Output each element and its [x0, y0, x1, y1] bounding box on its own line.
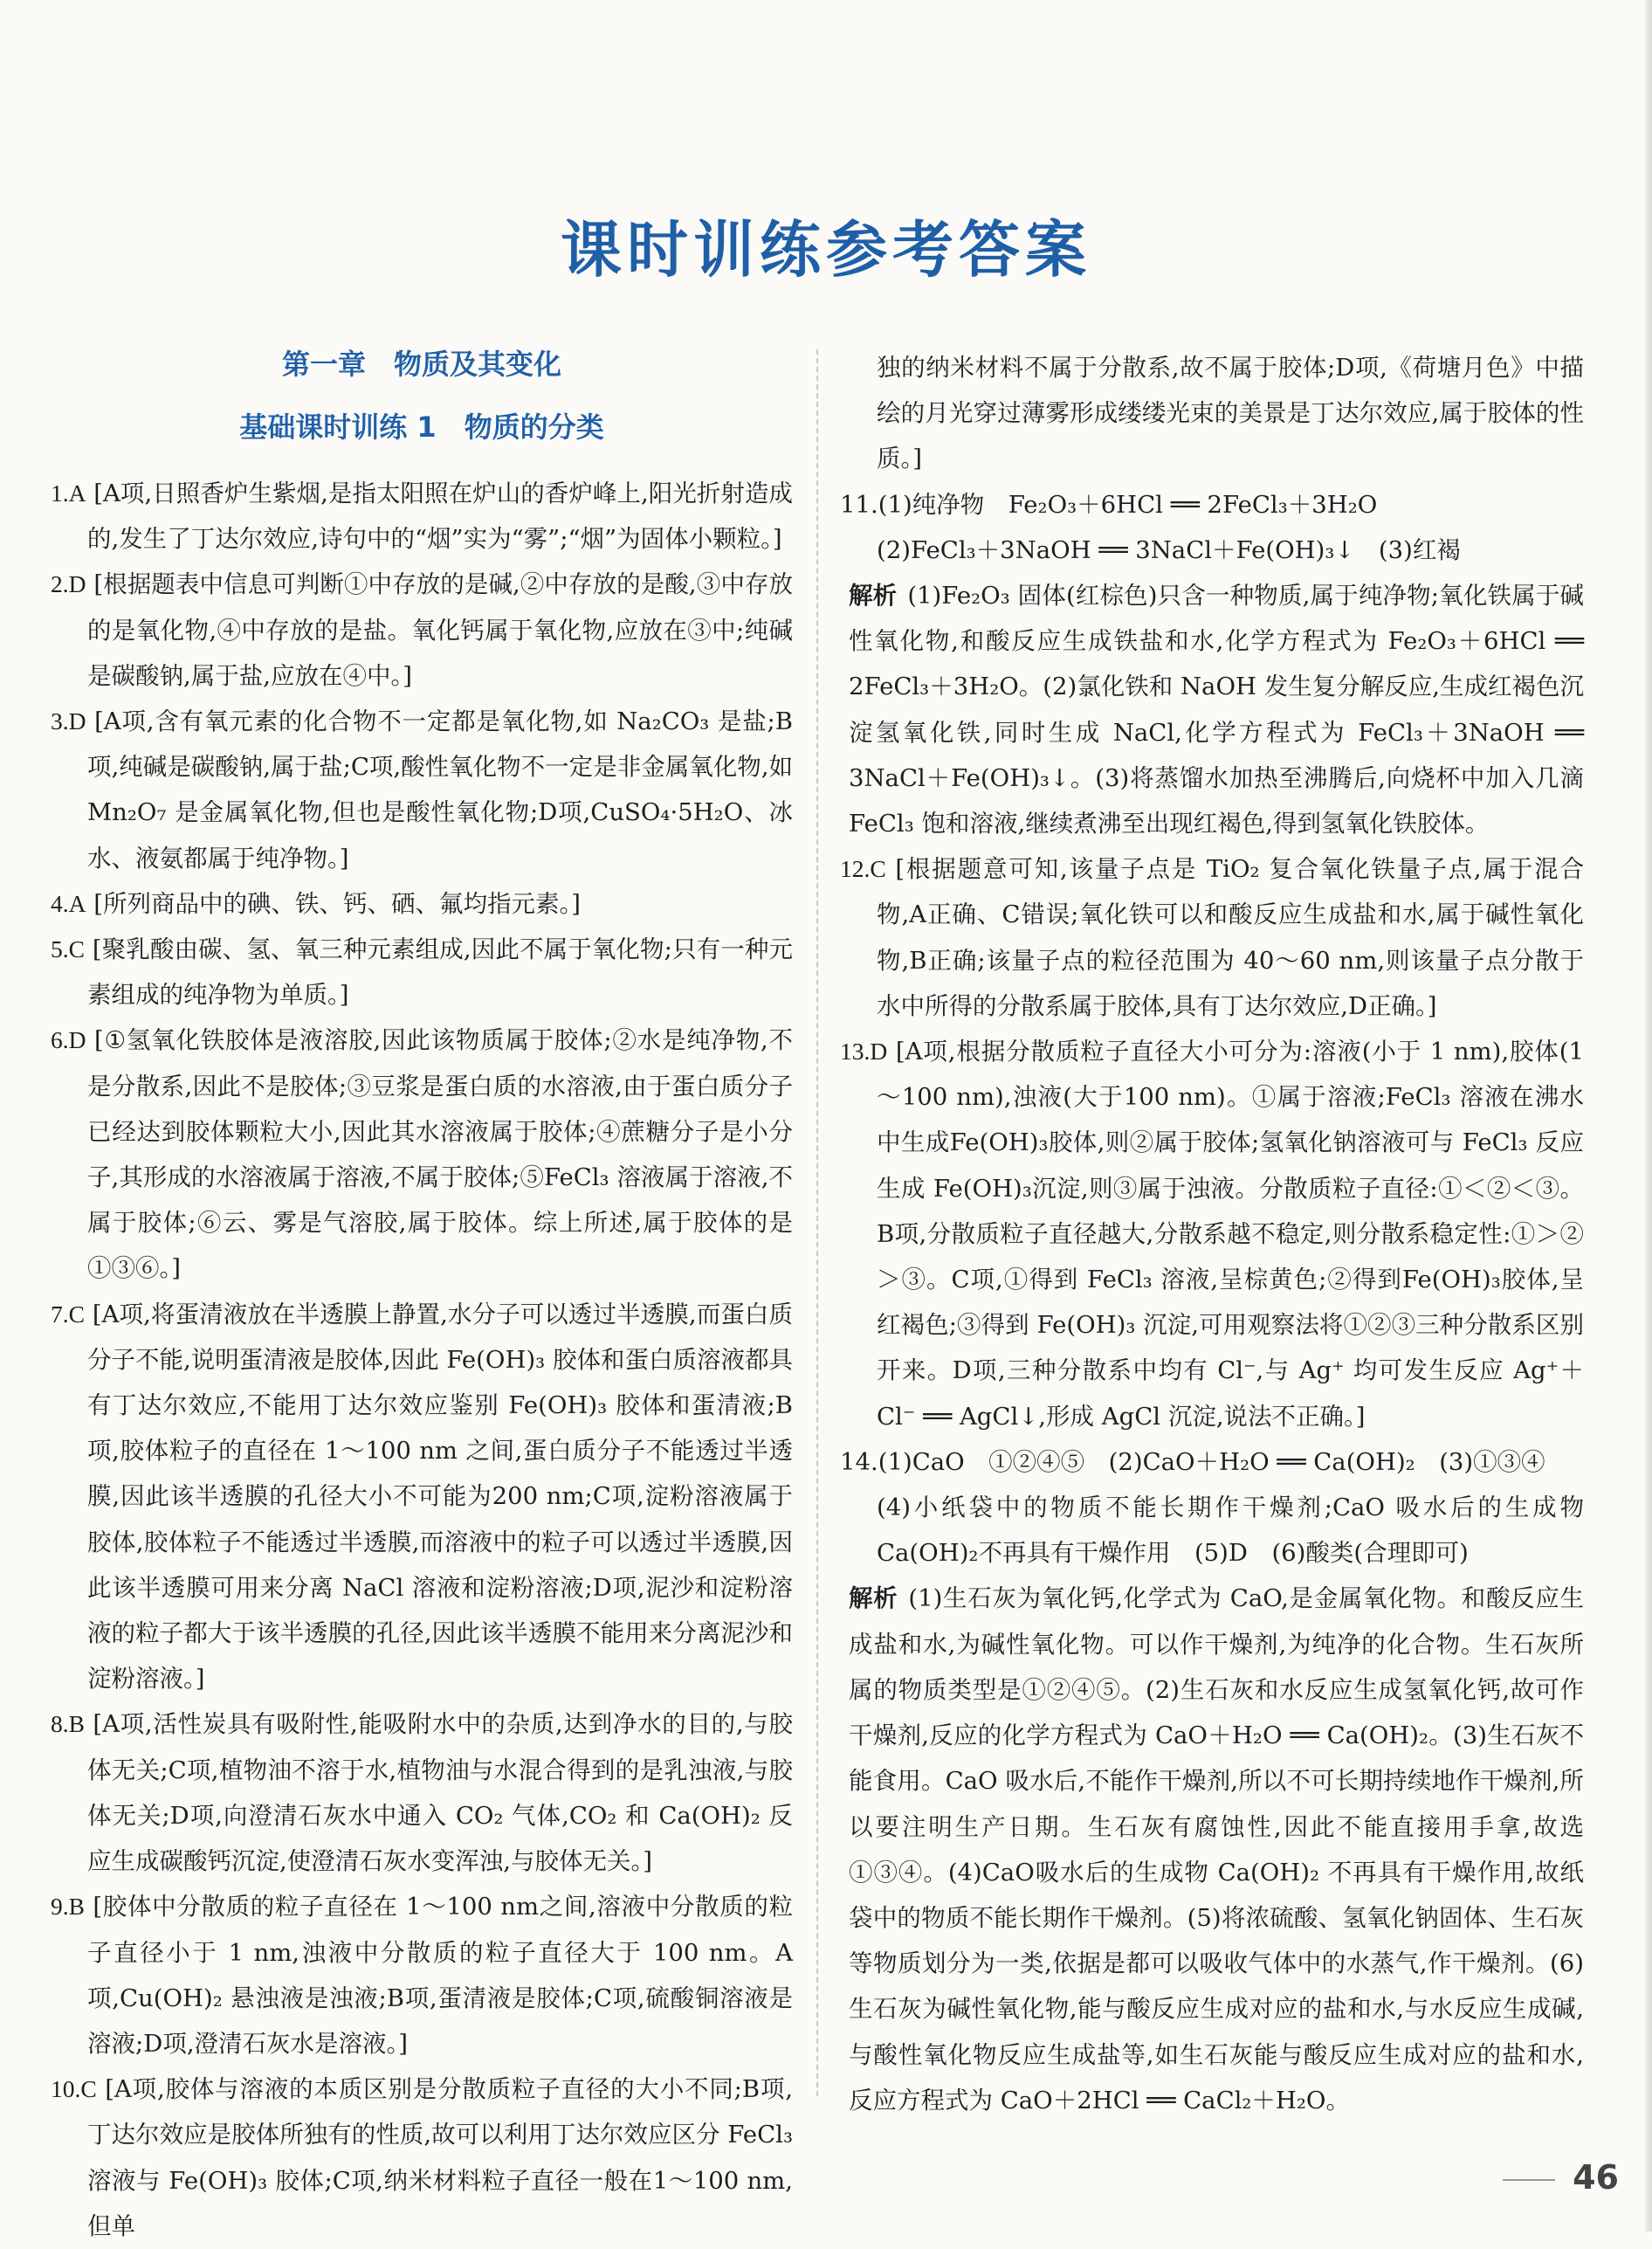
answer-item — [51, 471, 793, 562]
answer-number: 10.C — [51, 2075, 97, 2103]
answer-text: [所列商品中的碘、铁、钙、硒、氟均指元素。] — [93, 889, 581, 918]
answer-number: 12.C — [840, 855, 886, 883]
answer-item — [51, 1884, 793, 2066]
page-number-rule — [1503, 2179, 1555, 2181]
answer-text: [①氢氧化铁胶体是液溶胶,因此该物质属于胶体;②水是纯净物,不是分散系,因此不是胶体;③豆浆是蛋白质的水溶液,由于蛋白质分子已经达到胶体颗粒大小,因此其水溶液属于胶体;④蔗糖分子是小分子,其形成的水溶液属于溶液,不属于胶体;⑤FeCl₃ 溶液属于溶液,不属于胶体;⑥云、雾是气溶胶,属于胶体。综上所述,属于胶体的是①③⑥。] — [87, 1026, 793, 1283]
analysis-label: 解析 — [849, 582, 898, 611]
answer-text: [胶体中分散质的粒子直径在 1～100 nm之间,溶液中分散质的粒子直径小于 1 nm,浊液中分散质的粒子直径大于 100 nm。A项,Cu(OH)₂ 悬浊液是浊液;B项,蛋清液是胶体;C项,硫酸铜溶液是溶液;D项,澄清石灰水是溶液。] — [87, 1893, 793, 2058]
page-title: 课时训练参考答案 — [561, 214, 1091, 286]
answer-number: 3.D — [51, 707, 86, 735]
answer-number: 8.B — [51, 1710, 85, 1738]
answer-text: [A项,胶体与溶液的本质区别是分散质粒子直径的大小不同;B项,丁达尔效应是胶体所独有的性质,故可以利用丁达尔效应区分 FeCl₃ 溶液与 Fe(OH)₃ 胶体;C项,纳米材料粒子直径一般在1～100 nm,但单 — [87, 2075, 793, 2240]
chapter-heading: 第一章 物质及其变化 — [281, 348, 561, 381]
answer-13 — [840, 1029, 1584, 1439]
page-number — [1503, 2158, 1619, 2197]
left-column — [51, 345, 793, 2249]
answer-item — [51, 1292, 793, 1702]
answer-11-analysis — [840, 573, 1584, 846]
answer-text: [A项,日照香炉生紫烟,是指太阳照在炉山的香炉峰上,阳光折射造成的,发生了丁达尔效应,诗句中的“烟”实为“雾”;“烟”为固体小颗粒。] — [87, 479, 793, 554]
answer-number: 9.B — [51, 1893, 85, 1921]
answer-number: 6.D — [51, 1026, 86, 1054]
answer-12 — [840, 846, 1584, 1029]
answer-item — [51, 881, 793, 927]
page-number-text: 46 — [1573, 2158, 1619, 2197]
answer-text: [A项,根据分散质粒子直径大小可分为:溶液(小于 1 nm),胶体(1～100 nm),浊液(大于100 nm)。①属于溶液;FeCl₃ 溶液在沸水中生成Fe(OH)₃胶体,则②属于胶体;氢氧化钠溶液可与 FeCl₃ 反应生成 Fe(OH)₃沉淀,则③属于浊液。分散质粒子直径:①＜②＜③。B项,分散质粒子直径越大,分散系越不稳定,则分散系稳定性:①＞②＞③。C项,①得到 FeCl₃ 溶液,呈棕黄色;②得到Fe(OH)₃胶体,呈红褐色;③得到 Fe(OH)₃ 沉淀,可用观察法将①②③三种分散系区别开来。D项,三种分散系中均有 Cl⁻,与 Ag⁺ 均可发生反应 Ag⁺＋Cl⁻ ══ AgCl↓,形成 AgCl 沉淀,说法不正确。] — [877, 1038, 1584, 1431]
answer-continuation: 独的纳米材料不属于分散系,故不属于胶体;D项,《荷塘月色》中描绘的月光穿过薄雾形成缕缕光束的美景是丁达尔效应,属于胶体的性质。] — [877, 354, 1584, 473]
answer-item — [51, 927, 793, 1018]
answer-text: [A项,活性炭具有吸附性,能吸附水中的杂质,达到净水的目的,与胶体无关;C项,植物油不溶于水,植物油与水混合得到的是乳浊液,与胶体无关;D项,向澄清石灰水中通入 CO₂ 气体,CO₂ 和 Ca(OH)₂ 反应生成碳酸钙沉淀,使澄清石灰水变浑浊,与胶体无关。] — [87, 1710, 793, 1876]
answer-text: [根据题意可知,该量子点是 TiO₂ 复合氧化铁量子点,属于混合物,A正确、C错误;氧化铁可以和酸反应生成盐和水,属于碱性氧化物,B正确;该量子点的粒径范围为 40～60 nm,则该量子点分散于水中所得的分散系属于胶体,具有丁达尔效应,D正确。] — [877, 855, 1584, 1020]
answer-text: [聚乳酸由碳、氢、氧三种元素组成,因此不属于氧化物;只有一种元素组成的纯净物为单质。] — [87, 935, 793, 1010]
answer-number: 7.C — [51, 1300, 85, 1328]
lesson-heading: 基础课时训练 1 物质的分类 — [239, 410, 604, 444]
answer-item — [51, 699, 793, 881]
answer-number: 5.C — [51, 935, 85, 963]
answer-14-analysis — [840, 1576, 1584, 2122]
answer-list — [51, 471, 793, 2249]
answer-item — [51, 1018, 793, 1291]
answer-14-line-1: 14.(1)CaO ①②④⑤ (2)CaO＋H₂O ══ Ca(OH)₂ (3)①③④ — [840, 1447, 1545, 1476]
answer-number: 13.D — [840, 1038, 888, 1066]
answer-text: [A项,含有氧元素的化合物不一定都是氧化物,如 Na₂CO₃ 是盐;B项,纯碱是碳酸钠,属于盐;C项,酸性氧化物不一定是非金属氧化物,如 Mn₂O₇ 是金属氧化物,但也是酸性氧化物;D项,CuSO₄·5H₂O、冰水、液氨都属于纯净物。] — [87, 707, 793, 873]
answer-item — [51, 1701, 793, 1884]
column-divider — [816, 349, 818, 2096]
answer-11-line-1: 11.(1)纯净物 Fe₂O₃＋6HCl ══ 2FeCl₃＋3H₂O — [840, 490, 1378, 519]
answer-item — [51, 2066, 793, 2249]
answer-number: 4.A — [51, 889, 86, 917]
answer-14-line-2: (4)小纸袋中的物质不能长期作干燥剂;CaO 吸水后的生成物Ca(OH)₂不再具有干燥作用 (5)D (6)酸类(合理即可) — [877, 1494, 1584, 1568]
analysis-text: (1)Fe₂O₃ 固体(红棕色)只含一种物质,属于纯净物;氧化铁属于碱性氧化物,和酸反应生成铁盐和水,化学方程式为 Fe₂O₃＋6HCl ══ 2FeCl₃＋3H₂O。(2)氯化铁和 NaOH 发生复分解反应,生成红褐色沉淀氢氧化铁,同时生成 NaCl,化学方程式为 FeCl₃＋3NaOH ══ 3NaCl＋Fe(OH)₃↓。(3)将蒸馏水加热至沸腾后,向烧杯中加入几滴 FeCl₃ 饱和溶液,继续煮沸至出现红褐色,得到氢氧化铁胶体。 — [849, 582, 1585, 838]
answer-number: 2.D — [51, 570, 86, 598]
answer-text: [根据题表中信息可判断①中存放的是碱,②中存放的是酸,③中存放的是氧化物,④中存放的是盐。氧化钙属于氧化物,应放在③中;纯碱是碳酸钠,属于盐,应放在④中。] — [87, 570, 793, 690]
right-column — [840, 345, 1584, 2123]
answer-number: 1.A — [51, 479, 86, 507]
answer-item — [51, 562, 793, 699]
analysis-label: 解析 — [849, 1584, 898, 1613]
answer-text: [A项,将蛋清液放在半透膜上静置,水分子可以透过半透膜,而蛋白质分子不能,说明蛋清液是胶体,因此 Fe(OH)₃ 胶体和蛋白质溶液都具有丁达尔效应,不能用丁达尔效应鉴别 Fe(OH)₃ 胶体和蛋清液;B项,胶体粒子的直径在 1～100 nm 之间,蛋白质分子不能透过半透膜,因此该半透膜的孔径大小不可能为200 nm;C项,淀粉溶液属于胶体,胶体粒子不能透过半透膜,而溶液中的粒子可以透过半透膜,因此该半透膜可用来分离 NaCl 溶液和淀粉溶液;D项,泥沙和淀粉溶液的粒子都大于该半透膜的孔径,因此该半透膜不能用来分离泥沙和淀粉溶液。] — [87, 1300, 793, 1694]
answer-11-line-2: (2)FeCl₃＋3NaOH ══ 3NaCl＋Fe(OH)₃↓ (3)红褐 — [877, 535, 1461, 564]
page-edge-shadow — [1645, 0, 1652, 2232]
analysis-text: (1)生石灰为氧化钙,化学式为 CaO,是金属氧化物。和酸反应生成盐和水,为碱性氧化物。可以作干燥剂,为纯净的化合物。生石灰所属的物质类型是①②④⑤。(2)生石灰和水反应生成氢氧化钙,故可作干燥剂,反应的化学方程式为 CaO＋H₂O ══ Ca(OH)₂。(3)生石灰不能食用。CaO 吸水后,不能作干燥剂,所以不可长期持续地作干燥剂,所以要注明生产日期。生石灰有腐蚀性,因此不能直接用手拿,故选①③④。(4)CaO吸水后的生成物 Ca(OH)₂ 不再具有干燥作用,故纸袋中的物质不能长期作干燥剂。(5)将浓硫酸、氢氧化钠固体、生石灰等物质划分为一类,依据是都可以吸收气体中的水蒸气,作干燥剂。(6)生石灰为碱性氧化物,能与酸反应生成对应的盐和水,与水反应生成碱,与酸性氧化物反应生成盐等,如生石灰能与酸反应生成对应的盐和水,反应方程式为 CaO＋2HCl ══ CaCl₂＋H₂O。 — [849, 1584, 1585, 2114]
